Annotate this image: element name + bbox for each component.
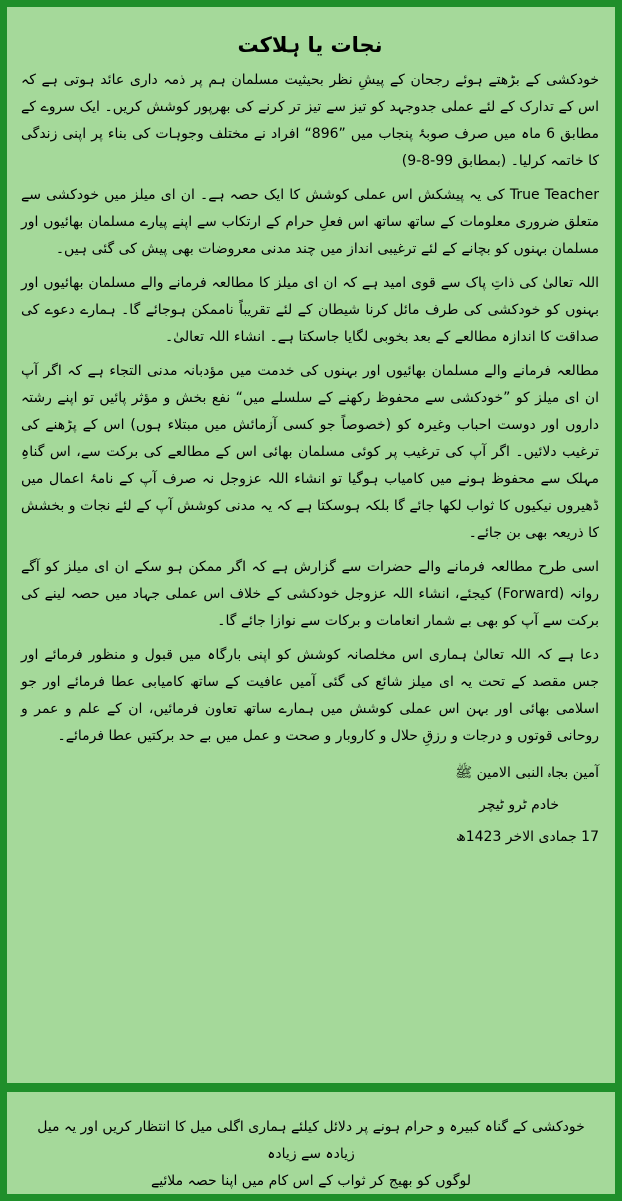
signature-dua: آمین بجاہ النبی الامین ﷺ xyxy=(455,765,599,781)
paragraph-true-teacher: True Teacher کی یہ پیشکش اس عملی کوشش کا ایک حصہ ہے۔ ان ای میلز میں خودکشی سے متعلق ضروری معلومات کے ساتھ ساتھ اس فعلِ حرام کے ارتکاب سے اپنے پیارے مسلمان بھائیوں اور مسلمان بہنوں کو بچانے کے لئے ترغیبی انداز میں چند مدنی معروضات بھی پیش کی گئی ہیں۔ xyxy=(21,187,599,257)
article-box xyxy=(7,7,615,1083)
signature-date: 17 جمادی الاخر 1423ھ xyxy=(455,829,599,845)
paragraph-intro: خودکشی کے بڑھتے ہوئے رجحان کے پیشِ نظر بحیثیت مسلمان ہم پر ذمہ داری عائد ہوتی ہے کہ اس کے تدارک کے لئے عملی جدوجہد کو تیز سے تیز تر کرنے کی بھرپور کوشش کریں۔ ایک سروے کے مطابق 6 ماہ میں صرف صوبۂ پنجاب میں ”896“ افراد نے مختلف وجوہات کی بناء پر اپنی زندگی کا خاتمہ کرلیا۔ (بمطابق 99-8-9) xyxy=(21,72,599,169)
footer-box xyxy=(7,1092,615,1194)
signature-name: خادم ٹرو ٹیچر xyxy=(479,797,559,813)
paragraph-forward: اسی طرح مطالعہ فرمانے والے حضرات سے گزارش ہے کہ اگر ممکن ہو سکے ان ای میلز کو آگے روانہ (Forward) کیجئے، انشاء اللہ عزوجل خودکشی کے خلاف اس عملی جہاد میں حصہ لینے کی برکت سے آپ کو بھی بے شمار انعامات و برکات سے نوازا جائے گا۔ xyxy=(21,559,599,629)
signature-block xyxy=(21,757,599,853)
article-title: نجات یا ہلاکت xyxy=(237,33,383,57)
footer-line-2: لوگوں کو بھیج کر ثواب کے اس کام میں اپنا حصہ ملائیے xyxy=(150,1173,471,1189)
paragraph-dua: دعا ہے کہ اللہ تعالیٰ ہماری اس مخلصانہ کوشش کو اپنی بارگاہ میں قبول و منظور فرمائے اور جس مقصد کے تحت یہ ای میلز شائع کی گئی آمیں عافیت کے ساتھ کامیابی عطا فرمائے اور جو اسلامی بھائی اور بہن اس عملی کوشش میں ہمارے ساتھ تعاون فرمائیں، ان کے علم و عمر و روحانی قوتوں و درجات و رزقِ حلال و کاروبار و صحت و عمل میں بے حد برکتیں عطا فرمائے۔ xyxy=(21,647,599,744)
footer-line-1: خودکشی کے گناہ کبیرہ و حرام ہونے پر دلائل کیلئے ہماری اگلی میل کا انتظار کریں اور یہ میل زیادہ سے زیادہ xyxy=(37,1119,585,1162)
section-divider xyxy=(7,1083,615,1092)
paragraph-request: مطالعہ فرمانے والے مسلمان بھائیوں اور بہنوں کی خدمت میں مؤدبانہ مدنی التجاء ہے کہ اگر آپ ان ای میلز کو ”خودکشی سے محفوظ رکھنے کے سلسلے میں“ نفع بخش و مؤثر پائیں تو اپنے رشتہ داروں اور دوست احباب وغیرہ کو (خصوصاً جو کسی آزمائش میں مبتلاء ہوں) اس کے پڑھنے کی ترغیب دلائیں۔ اگر آپ کی ترغیب پر کوئی مسلمان بھائی اس کے مطالعے کی برکت سے، اس گناہِ مہلک سے محفوظ ہونے میں کامیاب ہوگیا تو انشاء اللہ عزوجل نہ صرف آپ کے نامۂ اعمال میں ڈھیروں نیکیوں کا ثواب لکھا جائے گا بلکہ ہوسکتا ہے کہ یہ مدنی کوشش آپ کے لئے نجات و بخشش کا ذریعہ بھی بن جائے۔ xyxy=(21,363,599,541)
paragraph-hope: اللہ تعالیٰ کی ذاتِ پاک سے قوی امید ہے کہ ان ای میلز کا مطالعہ فرمانے والے مسلمان بھائیوں اور بہنوں کو خودکشی کی طرف مائل کرنا شیطان کے لئے تقریباً ناممکن ہوجائے گا۔ ہمارے دعوے کی صداقت کا اندازہ مطالعے کے بعد بخوبی لگایا جاسکتا ہے۔ انشاء اللہ تعالیٰ۔ xyxy=(21,275,599,345)
